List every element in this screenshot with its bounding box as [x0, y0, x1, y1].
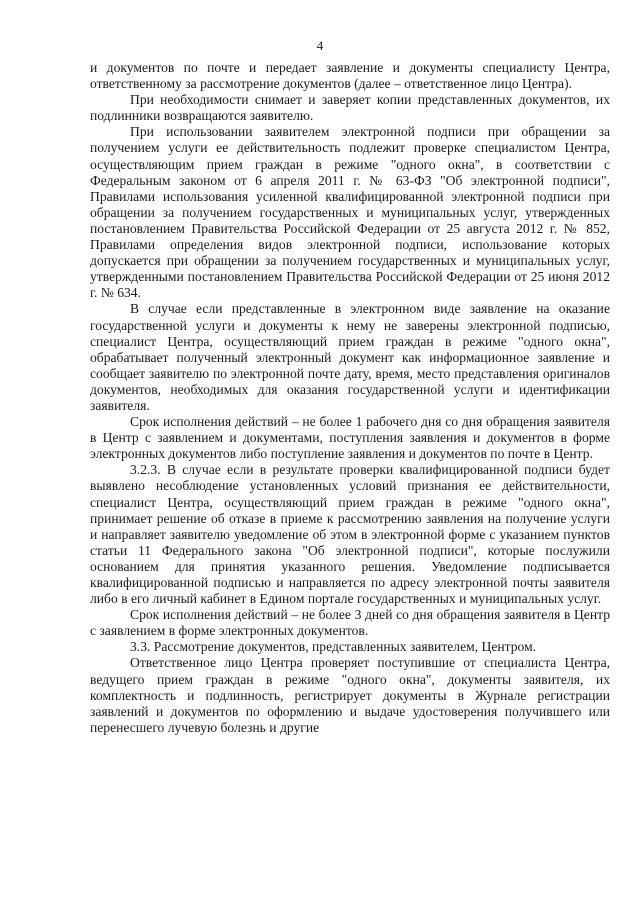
- document-body: [90, 60, 610, 736]
- page-number: 4: [316, 38, 324, 53]
- paragraph: При использовании заявителем электронной подписи при обращении за получением услуги ее действительность подлежит проверке специалистом Центра, осуществляющим прием граждан в режиме "одного окна", в соответствии с Федеральным законом от 6 апреля 2011 г. № 63-ФЗ "Об электронной подписи", Правилами использования усиленной квалифицированной электронной подписи при обращении за получением государственных и муниципальных услуг, утвержденных постановлением Правительства Российской Федерации от 25 августа 2012 г. № 852, Правилами определения видов электронной подписи, использование которых допускается при обращении за получением государственных и муниципальных услуг, утвержденными постановлением Правительства Российской Федерации от 25 июня 2012 г. № 634.: [90, 124, 610, 301]
- paragraph: Срок исполнения действий – не более 3 дней со дня обращения заявителя в Центр с заявлением в форме электронных документов.: [90, 607, 610, 639]
- paragraph: 3.2.3. В случае если в результате проверки квалифицированной подписи будет выявлено несоблюдение установленных условий признания ее действительности, специалист Центра, осуществляющий прием граждан в режиме "одного окна", принимает решение об отказе в приеме к рассмотрению заявления на получение услуги и направляет заявителю уведомление об этом в электронной форме с указанием пунктов статьи 11 Федерального закона "Об электронной подписи", которые послужили основанием для принятия указанного решения. Уведомление подписывается квалифицированной подписью и направляется по адресу электронной почты заявителя либо в его личный кабинет в Едином портале государственных и муниципальных услуг.: [90, 462, 610, 607]
- section-heading: 3.3. Рассмотрение документов, представленных заявителем, Центром.: [130, 639, 537, 655]
- paragraph: При необходимости снимает и заверяет копии представленных документов, их подлинники возвращаются заявителю.: [90, 92, 610, 124]
- paragraph: В случае если представленные в электронном виде заявление на оказание государственной услуги и документы к нему не заверены электронной подписью, специалист Центра, осуществляющий прием граждан в режиме "одного окна", обрабатывает полученный электронный документ как информационное заявление и сообщает заявителю по электронной почте дату, время, место представления оригиналов документов, необходимых для оказания государственной услуги и идентификации заявителя.: [90, 301, 610, 413]
- paragraph: Срок исполнения действий – не более 1 рабочего дня со дня обращения заявителя в Центр с заявлением и документами, поступления заявления и документов в форме электронных документов либо поступление заявления и документов по почте в Центр.: [90, 414, 610, 462]
- paragraph: Ответственное лицо Центра проверяет поступившие от специалиста Центра, ведущего прием граждан в режиме "одного окна", документы заявителя, их комплектность и подлинность, регистрирует документы в Журнале регистрации заявлений и документов по оформлению и выдаче удостоверения получившего или перенесшего лучевую болезнь и другие: [90, 655, 610, 735]
- paragraph: и документов по почте и передает заявление и документы специалисту Центра, ответственному за рассмотрение документов (далее – ответственное лицо Центра).: [90, 60, 610, 92]
